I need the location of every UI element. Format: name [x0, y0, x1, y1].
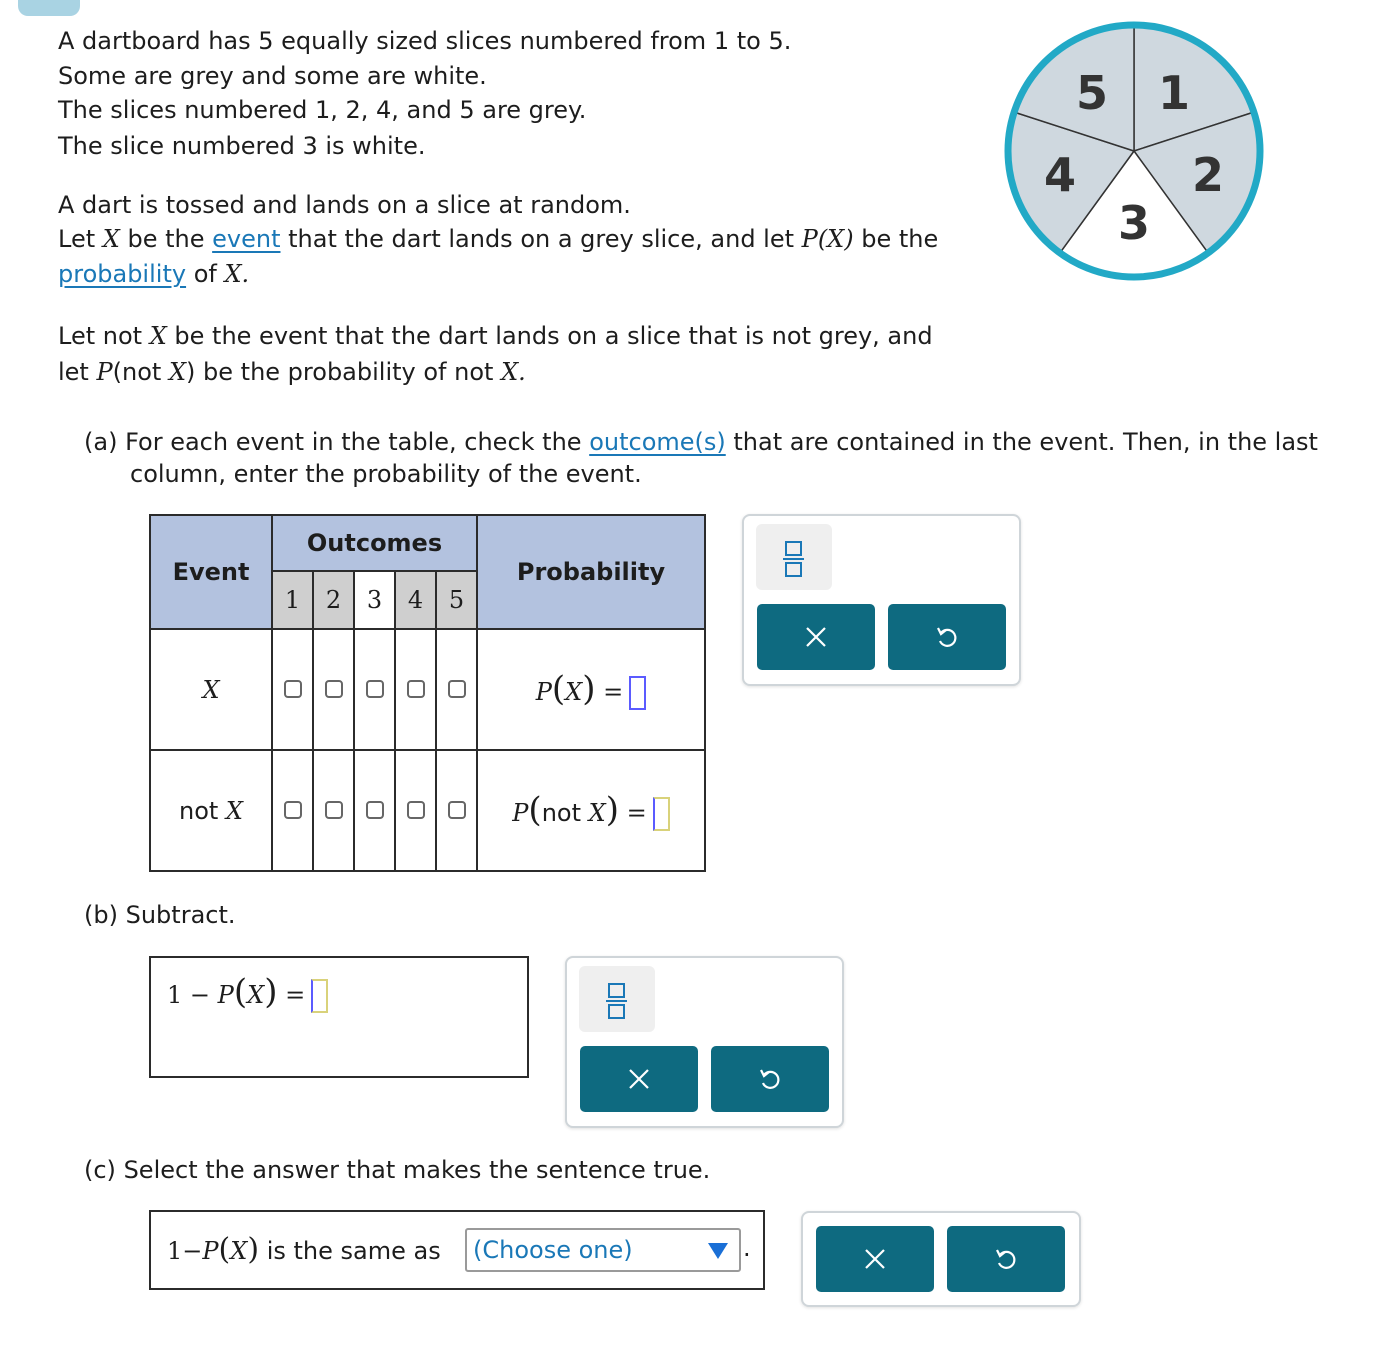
sentence-expression: 1−P(X) is the same as [167, 1232, 441, 1267]
undo-icon [757, 1066, 783, 1092]
fraction-button-a[interactable] [756, 524, 832, 590]
close-icon [863, 1247, 887, 1271]
close-icon [804, 625, 828, 649]
header-event: Event [150, 515, 272, 629]
checkbox-x-3[interactable] [366, 680, 384, 698]
part-c-prompt: (c) Select the answer that makes the sentence true. [84, 1156, 711, 1184]
top-badge [18, 0, 80, 16]
header-outcomes: Outcomes [272, 515, 477, 571]
outcome-link[interactable]: outcome(s) [589, 428, 726, 456]
undo-icon [993, 1246, 1019, 1272]
checkbox-x-5[interactable] [448, 680, 466, 698]
close-icon [627, 1067, 651, 1091]
clear-button-a[interactable] [757, 604, 875, 670]
checkbox-notx-4[interactable] [407, 801, 425, 819]
event-link[interactable]: event [212, 225, 281, 253]
event-x-label: X [150, 629, 272, 750]
outcome-header-1: 1 [272, 571, 313, 629]
slice-label-3: 3 [1117, 196, 1151, 250]
select-value: (Choose one) [473, 1236, 633, 1264]
clear-button-b[interactable] [580, 1046, 698, 1112]
outcome-header-4: 4 [395, 571, 436, 629]
checkbox-x-2[interactable] [325, 680, 343, 698]
intro-line-9: let P(not X) be the probability of not X. [58, 358, 526, 386]
subtract-answer-box [149, 956, 529, 1078]
intro-line-4: The slice numbered 3 is white. [58, 132, 426, 160]
subtract-expression: 1 − P(X) = [167, 972, 328, 1013]
checkbox-notx-5[interactable] [448, 801, 466, 819]
intro-line-2: Some are grey and some are white. [58, 62, 487, 90]
prob-not-x-cell: P(not X) = [477, 750, 705, 871]
part-a-prompt-line-2: column, enter the probability of the event. [130, 460, 642, 488]
undo-button-b[interactable] [711, 1046, 829, 1112]
undo-icon [934, 624, 960, 650]
probability-link[interactable]: probability [58, 260, 187, 288]
outcomes-table [149, 514, 706, 872]
tool-panel-b [565, 956, 844, 1128]
prob-x-input[interactable] [629, 676, 646, 710]
checkbox-notx-2[interactable] [325, 801, 343, 819]
intro-line-8: Let not X be the event that the dart lands on a slice that is not grey, and [58, 322, 933, 350]
sentence-box [149, 1210, 765, 1290]
slice-label-1: 1 [1157, 66, 1191, 120]
intro-line-5: A dart is tossed and lands on a slice at random. [58, 191, 631, 219]
part-b-prompt: (b) Subtract. [84, 901, 236, 929]
outcome-header-2: 2 [313, 571, 354, 629]
fraction-button-b[interactable] [579, 966, 655, 1032]
prob-not-x-input[interactable] [653, 797, 670, 831]
slice-label-5: 5 [1075, 66, 1109, 120]
checkbox-x-1[interactable] [284, 680, 302, 698]
dartboard [1004, 20, 1266, 284]
checkbox-notx-1[interactable] [284, 801, 302, 819]
fraction-icon [579, 966, 655, 1032]
clear-button-c[interactable] [816, 1226, 934, 1292]
intro-line-1: A dartboard has 5 equally sized slices numbered from 1 to 5. [58, 27, 792, 55]
slice-label-4: 4 [1043, 148, 1077, 202]
intro-line-7: probability of X. [58, 260, 250, 288]
checkbox-x-4[interactable] [407, 680, 425, 698]
dropdown-arrow-icon [707, 1242, 729, 1260]
slice-label-2: 2 [1191, 148, 1225, 202]
tool-panel-c [801, 1211, 1081, 1307]
event-not-x-label: not X [150, 750, 272, 871]
fraction-icon [756, 524, 832, 590]
intro-line-6: Let X be the event that the dart lands on a grey slice, and let P(X) be the [58, 225, 939, 253]
undo-button-a[interactable] [888, 604, 1006, 670]
outcome-header-5: 5 [436, 571, 477, 629]
checkbox-notx-3[interactable] [366, 801, 384, 819]
prob-x-cell: P(X) = [477, 629, 705, 750]
table-row-x [150, 629, 705, 750]
part-a-prompt: (a) For each event in the table, check the outcome(s) that are contained in the event. Then, in the last [84, 428, 1318, 456]
intro-line-3: The slices numbered 1, 2, 4, and 5 are grey. [58, 96, 587, 124]
header-probability: Probability [477, 515, 705, 629]
choose-one-select[interactable] [465, 1228, 741, 1272]
undo-button-c[interactable] [947, 1226, 1065, 1292]
outcome-header-3: 3 [354, 571, 395, 629]
sentence-period: . [743, 1234, 751, 1262]
tool-panel-a [742, 514, 1021, 686]
subtract-input[interactable] [311, 979, 328, 1013]
table-row-not-x [150, 750, 705, 871]
